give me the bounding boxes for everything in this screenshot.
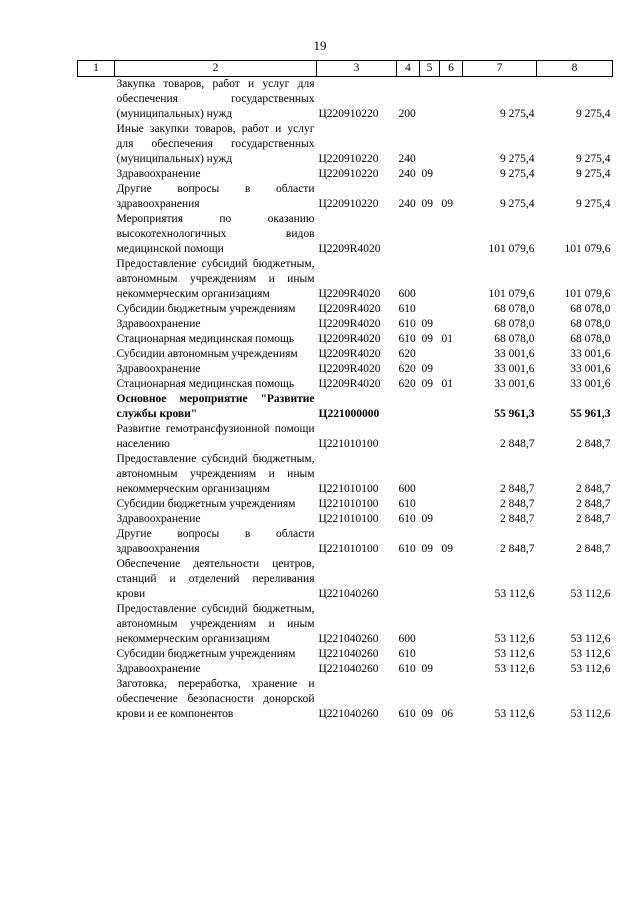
section-cell (420, 257, 440, 302)
section-cell: 09 (421, 513, 433, 525)
row-number-cell (78, 77, 115, 123)
table-row (78, 602, 613, 647)
item-name-cell: Субсидии автономным учреждениям (116, 348, 298, 360)
amount-col8-cell: 53 112,6 (570, 708, 611, 720)
row-number-cell (78, 422, 115, 452)
section-cell (420, 347, 440, 362)
table-row (78, 182, 613, 212)
table-row (78, 167, 613, 182)
section-cell (420, 122, 440, 167)
table-row (78, 302, 613, 317)
subsection-cell (440, 302, 463, 317)
expense-type-cell: 240 (398, 153, 416, 165)
section-cell (420, 212, 440, 257)
amount-col8-cell: 68 078,0 (570, 318, 611, 330)
row-number-cell (78, 392, 115, 422)
expense-type-cell: 240 (398, 168, 416, 180)
amount-col7-cell: 9 275,4 (500, 198, 535, 210)
expense-type-cell: 200 (398, 108, 416, 120)
section-cell (420, 602, 440, 647)
expense-type-cell: 620 (398, 363, 416, 375)
amount-col8-cell: 53 112,6 (570, 663, 611, 675)
item-name-cell: Предоставление субсидий бюджетным, автономным учреждениям и иным некоммерческим организациям (116, 603, 315, 645)
amount-col8-cell: 9 275,4 (576, 168, 611, 180)
item-name-cell: Стационарная медицинская помощь (116, 333, 295, 345)
amount-col7-cell: 9 275,4 (500, 153, 535, 165)
column-header: 6 (440, 61, 463, 77)
subsection-cell (440, 77, 463, 123)
subsection-cell (440, 512, 463, 527)
table-row (78, 527, 613, 557)
column-header: 3 (317, 61, 397, 77)
subsection-cell (440, 347, 463, 362)
expense-type-cell: 610 (398, 333, 416, 345)
amount-col8-cell: 53 112,6 (570, 588, 611, 600)
subsection-cell (440, 662, 463, 677)
target-code-cell: Ц220910220 (318, 153, 379, 165)
amount-col7-cell: 53 112,6 (494, 648, 535, 660)
column-header: 7 (463, 61, 537, 77)
section-cell (420, 302, 440, 317)
target-code-cell: Ц221010100 (318, 483, 379, 495)
section-cell: 09 (421, 708, 433, 720)
item-name-cell: Иные закупки товаров, работ и услуг для обеспечения государственных (муниципальных) нужд (116, 123, 315, 165)
table-row (78, 212, 613, 257)
amount-col7-cell: 68 078,0 (494, 318, 535, 330)
table-row (78, 377, 613, 392)
subsection-cell (440, 497, 463, 512)
table-row (78, 332, 613, 347)
section-cell (420, 557, 440, 602)
expense-type-cell: 600 (398, 483, 416, 495)
item-name-cell: Здравоохранение (116, 363, 201, 375)
item-name-cell: Здравоохранение (116, 663, 201, 675)
amount-col8-cell: 101 079,6 (564, 288, 611, 300)
target-code-cell: Ц220910220 (318, 108, 379, 120)
amount-col8-cell: 2 848,7 (576, 513, 611, 525)
amount-col7-cell: 9 275,4 (500, 108, 535, 120)
subsection-cell (440, 557, 463, 602)
amount-col8-cell: 101 079,6 (564, 243, 611, 255)
row-number-cell (78, 662, 115, 677)
amount-col8-cell: 9 275,4 (576, 108, 611, 120)
expense-type-cell: 610 (398, 318, 416, 330)
table-row (78, 497, 613, 512)
row-number-cell (78, 257, 115, 302)
target-code-cell: Ц2209R4020 (318, 303, 381, 315)
section-cell: 09 (421, 663, 433, 675)
expense-type-cell: 620 (398, 348, 416, 360)
amount-col7-cell: 53 112,6 (494, 708, 535, 720)
row-number-cell (78, 497, 115, 512)
section-cell (420, 392, 440, 422)
subsection-cell (440, 257, 463, 302)
item-name-cell: Здравоохранение (116, 168, 201, 180)
row-number-cell (78, 677, 115, 722)
table-row (78, 362, 613, 377)
expense-type-cell: 610 (398, 663, 416, 675)
section-cell (420, 452, 440, 497)
target-code-cell: Ц2209R4020 (318, 363, 381, 375)
item-name-cell: Стационарная медицинская помощь (116, 378, 295, 390)
expense-type-cell: 610 (398, 708, 416, 720)
row-number-cell (78, 182, 115, 212)
amount-col7-cell: 33 001,6 (494, 348, 535, 360)
expense-type-cell: 610 (398, 303, 416, 315)
expense-type-cell (397, 392, 420, 422)
item-name-cell: Предоставление субсидий бюджетным, автономным учреждениям и иным некоммерческим организациям (116, 258, 315, 300)
row-number-cell (78, 302, 115, 317)
row-number-cell (78, 362, 115, 377)
table-body (78, 77, 613, 723)
target-code-cell: Ц2209R4020 (318, 243, 381, 255)
amount-col7-cell: 68 078,0 (494, 303, 535, 315)
amount-col7-cell: 53 112,6 (494, 663, 535, 675)
target-code-cell: Ц221010100 (318, 438, 379, 450)
amount-col7-cell: 101 079,6 (488, 288, 535, 300)
amount-col7-cell: 2 848,7 (500, 543, 535, 555)
section-cell: 09 (421, 318, 433, 330)
row-number-cell (78, 122, 115, 167)
target-code-cell: Ц220910220 (318, 198, 379, 210)
amount-col8-cell: 2 848,7 (576, 498, 611, 510)
subsection-cell (440, 317, 463, 332)
section-cell (420, 497, 440, 512)
amount-col7-cell: 68 078,0 (494, 333, 535, 345)
section-cell: 09 (421, 363, 433, 375)
target-code-cell: Ц2209R4020 (318, 348, 381, 360)
expense-type-cell: 240 (398, 198, 416, 210)
column-header: 1 (78, 61, 115, 77)
column-header: 5 (420, 61, 440, 77)
row-number-cell (78, 317, 115, 332)
subsection-cell (440, 392, 463, 422)
section-cell (420, 647, 440, 662)
subsection-cell (440, 602, 463, 647)
subsection-cell (440, 362, 463, 377)
section-cell: 09 (421, 333, 433, 345)
section-cell: 09 (421, 543, 433, 555)
target-code-cell: Ц221010100 (318, 513, 379, 525)
amount-col7-cell: 2 848,7 (500, 513, 535, 525)
column-header: 4 (397, 61, 420, 77)
amount-col8-cell: 33 001,6 (570, 348, 611, 360)
table-row (78, 647, 613, 662)
subsection-cell: 01 (441, 333, 453, 345)
target-code-cell: Ц220910220 (318, 168, 379, 180)
item-name-cell: Обеспечение деятельности центров, станций и отделений переливания крови (116, 558, 315, 600)
target-code-cell: Ц221000000 (318, 408, 380, 420)
item-name-cell: Заготовка, переработка, хранение и обеспечение безопасности донорской крови и ее компонентов (116, 678, 315, 720)
amount-col8-cell: 9 275,4 (576, 198, 611, 210)
amount-col7-cell: 2 848,7 (500, 498, 535, 510)
subsection-cell (440, 647, 463, 662)
amount-col8-cell: 33 001,6 (570, 363, 611, 375)
table-row (78, 422, 613, 452)
amount-col8-cell: 68 078,0 (570, 333, 611, 345)
item-name-cell: Субсидии бюджетным учреждениям (116, 498, 296, 510)
amount-col7-cell: 53 112,6 (494, 588, 535, 600)
subsection-cell (440, 167, 463, 182)
amount-col8-cell: 68 078,0 (570, 303, 611, 315)
table-header-row (78, 61, 613, 77)
expense-type-cell: 610 (398, 498, 416, 510)
row-number-cell (78, 647, 115, 662)
table-row (78, 452, 613, 497)
expense-type-cell: 600 (398, 288, 416, 300)
item-name-cell: Основное мероприятие "Развитие службы крови" (116, 393, 315, 420)
amount-col8-cell: 9 275,4 (576, 153, 611, 165)
subsection-cell (440, 452, 463, 497)
item-name-cell: Предоставление субсидий бюджетным, автономным учреждениям и иным некоммерческим организациям (116, 453, 315, 495)
page-number: 19 (313, 38, 327, 53)
amount-col8-cell: 53 112,6 (570, 648, 611, 660)
amount-col7-cell: 33 001,6 (494, 363, 535, 375)
item-name-cell: Закупка товаров, работ и услуг для обеспечения государственных (муниципальных) нужд (116, 78, 315, 120)
expense-type-cell (397, 212, 420, 257)
expense-type-cell: 620 (398, 378, 416, 390)
row-number-cell (78, 167, 115, 182)
subsection-cell: 01 (441, 378, 453, 390)
expense-type-cell (397, 422, 420, 452)
section-cell: 09 (421, 198, 433, 210)
table-row (78, 122, 613, 167)
table-row (78, 557, 613, 602)
amount-col7-cell: 2 848,7 (500, 438, 535, 450)
subsection-cell: 09 (441, 198, 453, 210)
target-code-cell: Ц221010100 (318, 543, 379, 555)
item-name-cell: Мероприятия по оказанию высокотехнологичных видов медицинской помощи (116, 213, 315, 255)
column-header: 2 (115, 61, 317, 77)
row-number-cell (78, 212, 115, 257)
subsection-cell: 09 (441, 543, 453, 555)
item-name-cell: Здравоохранение (116, 513, 201, 525)
section-cell: 09 (421, 168, 433, 180)
row-number-cell (78, 332, 115, 347)
section-cell (420, 422, 440, 452)
row-number-cell (78, 527, 115, 557)
expense-type-cell: 610 (398, 513, 416, 525)
target-code-cell: Ц2209R4020 (318, 288, 381, 300)
table-row (78, 257, 613, 302)
target-code-cell: Ц221040260 (318, 588, 379, 600)
target-code-cell: Ц221010100 (318, 498, 379, 510)
table-row (78, 677, 613, 722)
amount-col8-cell: 2 848,7 (576, 543, 611, 555)
expense-type-cell: 610 (398, 543, 416, 555)
target-code-cell: Ц2209R4020 (318, 378, 381, 390)
target-code-cell: Ц2209R4020 (318, 333, 381, 345)
row-number-cell (78, 512, 115, 527)
subsection-cell: 06 (441, 708, 453, 720)
item-name-cell: Субсидии бюджетным учреждениям (116, 303, 296, 315)
amount-col7-cell: 55 961,3 (494, 408, 535, 420)
expense-type-cell: 600 (398, 633, 416, 645)
item-name-cell: Другие вопросы в области здравоохранения (116, 528, 315, 555)
item-name-cell: Здравоохранение (116, 318, 201, 330)
table-row (78, 317, 613, 332)
section-cell (420, 77, 440, 123)
table-row (78, 77, 613, 123)
row-number-cell (78, 347, 115, 362)
table-row (78, 347, 613, 362)
item-name-cell: Другие вопросы в области здравоохранения (116, 183, 315, 210)
amount-col8-cell: 53 112,6 (570, 633, 611, 645)
table-row (78, 662, 613, 677)
item-name-cell: Субсидии бюджетным учреждениям (116, 648, 296, 660)
target-code-cell: Ц221040260 (318, 708, 379, 720)
amount-col7-cell: 101 079,6 (488, 243, 535, 255)
amount-col8-cell: 2 848,7 (576, 438, 611, 450)
amount-col7-cell: 9 275,4 (500, 168, 535, 180)
row-number-cell (78, 452, 115, 497)
subsection-cell (440, 212, 463, 257)
amount-col7-cell: 53 112,6 (494, 633, 535, 645)
subsection-cell (440, 122, 463, 167)
amount-col7-cell: 2 848,7 (500, 483, 535, 495)
row-number-cell (78, 377, 115, 392)
column-header: 8 (537, 61, 613, 77)
budget-table (77, 60, 613, 722)
expense-type-cell (397, 557, 420, 602)
expense-type-cell: 610 (398, 648, 416, 660)
amount-col8-cell: 55 961,3 (570, 408, 611, 420)
table-row (78, 392, 613, 422)
target-code-cell: Ц2209R4020 (318, 318, 381, 330)
table-row (78, 512, 613, 527)
amount-col8-cell: 33 001,6 (570, 378, 611, 390)
row-number-cell (78, 557, 115, 602)
amount-col7-cell: 33 001,6 (494, 378, 535, 390)
target-code-cell: Ц221040260 (318, 648, 379, 660)
target-code-cell: Ц221040260 (318, 663, 379, 675)
subsection-cell (440, 422, 463, 452)
target-code-cell: Ц221040260 (318, 633, 379, 645)
amount-col8-cell: 2 848,7 (576, 483, 611, 495)
item-name-cell: Развитие гемотрансфузионной помощи населению (116, 423, 315, 450)
row-number-cell (78, 602, 115, 647)
section-cell: 09 (421, 378, 433, 390)
